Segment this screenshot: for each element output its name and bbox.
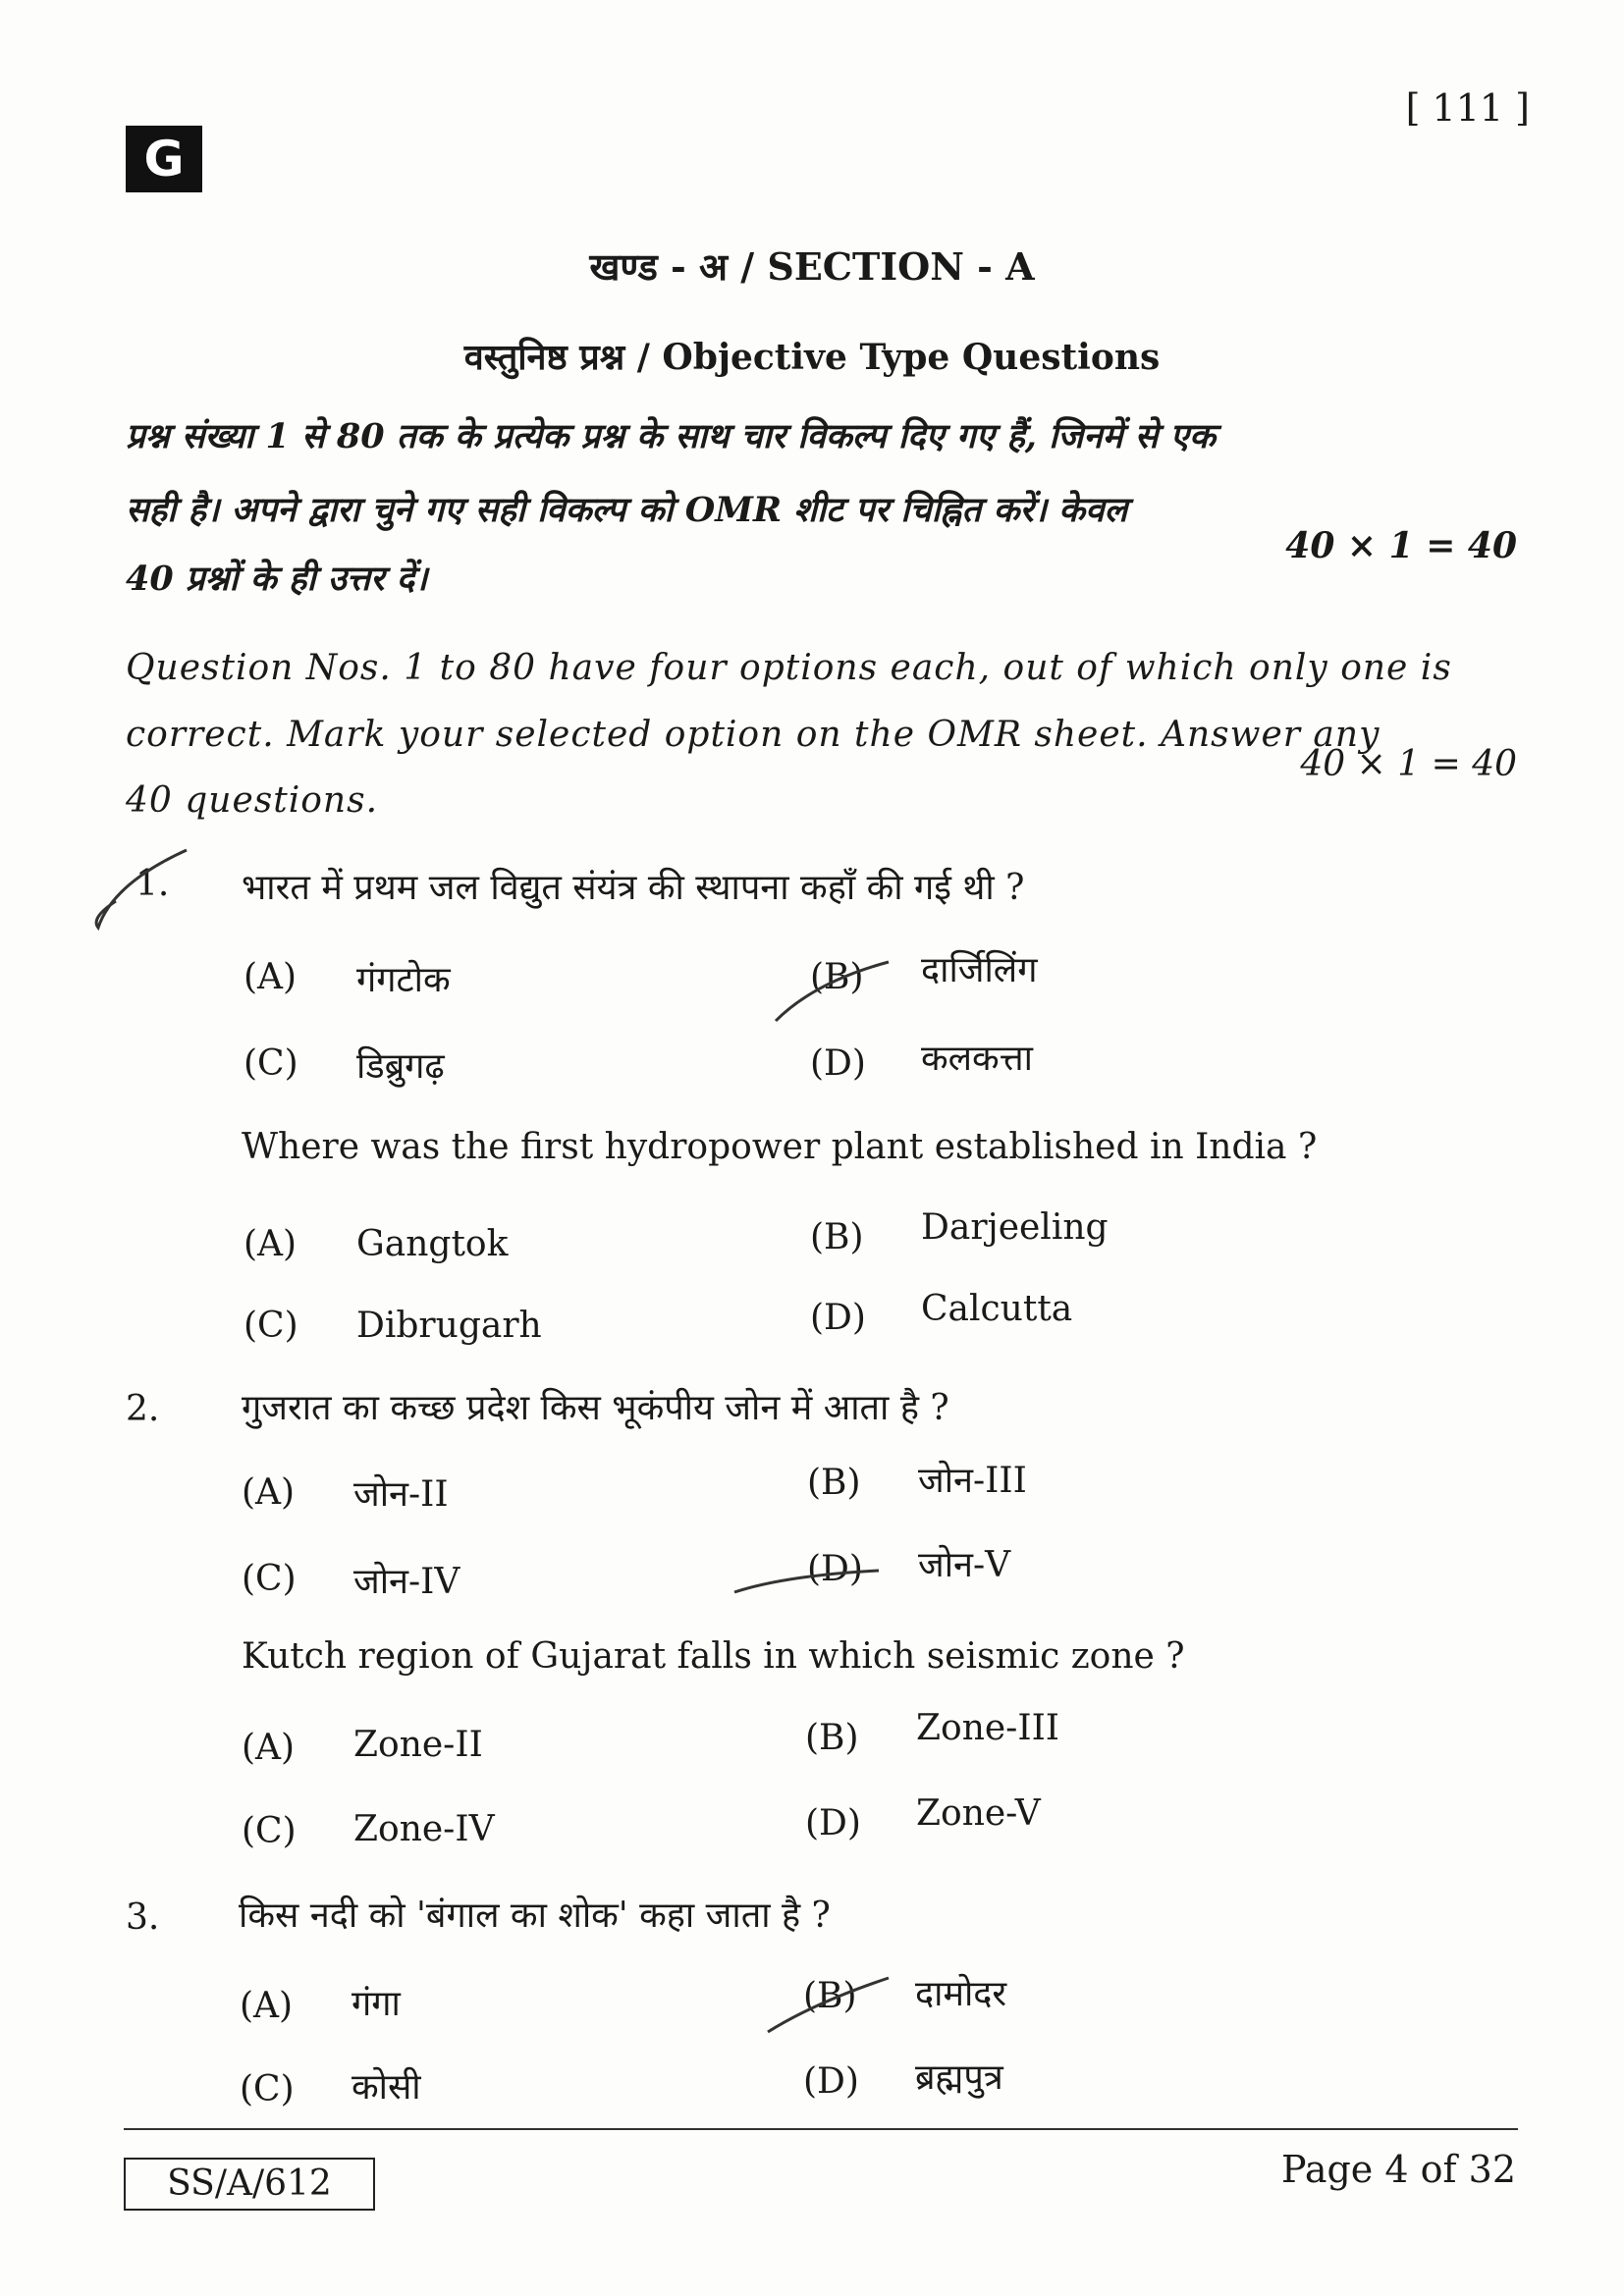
option-label: (C) — [244, 1306, 298, 1346]
option-label: (B) — [807, 1463, 861, 1503]
option-label: (D) — [810, 1298, 866, 1338]
section-title: खण्ड - अ / SECTION - A — [589, 244, 1035, 289]
hindi-instruction-line: सही है। अपने द्वारा चुने गए सही विकल्प को OMR शीट पर चिह्नित करें। केवल — [126, 490, 1128, 530]
option-label: (B) — [805, 1718, 859, 1758]
set-label: G — [126, 126, 202, 192]
question-text-hindi: भारत में प्रथम जल विद्युत संयंत्र की स्थापना कहाँ की गई थी ? — [242, 868, 1025, 908]
option-label: (C) — [244, 1043, 298, 1084]
option-label: (D) — [810, 1043, 866, 1084]
option-text: जोन-V — [918, 1545, 1011, 1585]
option-label: (B) — [810, 957, 864, 997]
strike-mark-icon — [776, 962, 889, 1021]
option-text: जोन-II — [353, 1474, 449, 1515]
english-marks: 40 × 1 = 40 — [1300, 744, 1517, 784]
option-text: ब्रह्मपुत्र — [915, 2057, 1003, 2098]
paper-number: [ 111 ] — [1405, 86, 1530, 130]
option-label: (C) — [240, 2069, 295, 2109]
footer-divider — [124, 2128, 1518, 2130]
question-number: 2. — [126, 1389, 160, 1429]
question-text-hindi: गुजरात का कच्छ प्रदेश किस भूकंपीय जोन में आता है ? — [242, 1388, 949, 1428]
option-label: (A) — [244, 957, 298, 997]
option-text: डिब्रुगढ़ — [356, 1046, 445, 1087]
paper-code: SS/A/612 — [124, 2158, 375, 2211]
option-text: Darjeeling — [921, 1207, 1109, 1248]
option-label: (B) — [810, 1217, 864, 1257]
option-label: (B) — [803, 1976, 857, 2016]
option-text: Calcutta — [921, 1289, 1073, 1329]
hindi-instruction-line: 40 प्रश्नों के ही उत्तर दें। — [126, 559, 428, 599]
question-number: 1. — [135, 864, 170, 904]
option-text: दार्जिलिंग — [921, 950, 1038, 990]
option-text: कलकत्ता — [921, 1039, 1033, 1079]
option-label: (C) — [242, 1559, 297, 1599]
option-text: दामोदर — [915, 1974, 1007, 2014]
option-text: Zone-III — [916, 1708, 1060, 1748]
question-text-english: Where was the first hydropower plant established in India ? — [242, 1127, 1318, 1167]
option-label: (A) — [240, 1986, 294, 2026]
question-text-hindi: किस नदी को 'बंगाल का शोक' कहा जाता है ? — [239, 1896, 831, 1936]
option-label: (A) — [244, 1224, 298, 1264]
option-text: गंगा — [352, 1984, 401, 2024]
option-text: Dibrugarh — [356, 1306, 542, 1346]
section-subtitle: वस्तुनिष्ठ प्रश्न / Objective Type Questions — [463, 337, 1161, 378]
option-label: (C) — [242, 1811, 297, 1851]
option-label: (D) — [807, 1549, 863, 1589]
option-label: (A) — [242, 1728, 296, 1768]
option-text: Zone-II — [353, 1725, 483, 1765]
option-text: जोन-IV — [353, 1562, 460, 1602]
option-text: Gangtok — [356, 1224, 509, 1264]
option-text: Zone-V — [916, 1793, 1041, 1834]
option-text: जोन-III — [918, 1461, 1027, 1501]
option-label: (D) — [805, 1803, 861, 1843]
hindi-instruction-line: प्रश्न संख्या 1 से 80 तक के प्रत्येक प्रश्न के साथ चार विकल्प दिए गए हैं, जिनमें से एक — [126, 416, 1216, 456]
strike-mark-icon — [768, 1978, 889, 2032]
hindi-marks: 40 × 1 = 40 — [1285, 525, 1517, 566]
option-text: गंगटोक — [356, 960, 451, 1000]
english-instruction-line: correct. Mark your selected option on the OMR sheet. Answer any — [126, 715, 1380, 755]
question-text-english: Kutch region of Gujarat falls in which seismic zone ? — [242, 1636, 1185, 1677]
tick-mark-icon — [96, 850, 187, 928]
option-text: कोसी — [352, 2067, 421, 2108]
page-number: Page 4 of 32 — [1280, 2148, 1516, 2191]
english-instruction-line: Question Nos. 1 to 80 have four options each, out of which only one is — [126, 648, 1452, 688]
english-instruction-line: 40 questions. — [126, 780, 379, 821]
strike-mark-icon — [734, 1571, 879, 1592]
option-text: Zone-IV — [353, 1809, 495, 1849]
question-number: 3. — [126, 1897, 160, 1938]
option-label: (A) — [242, 1472, 296, 1513]
option-label: (D) — [803, 2061, 859, 2102]
